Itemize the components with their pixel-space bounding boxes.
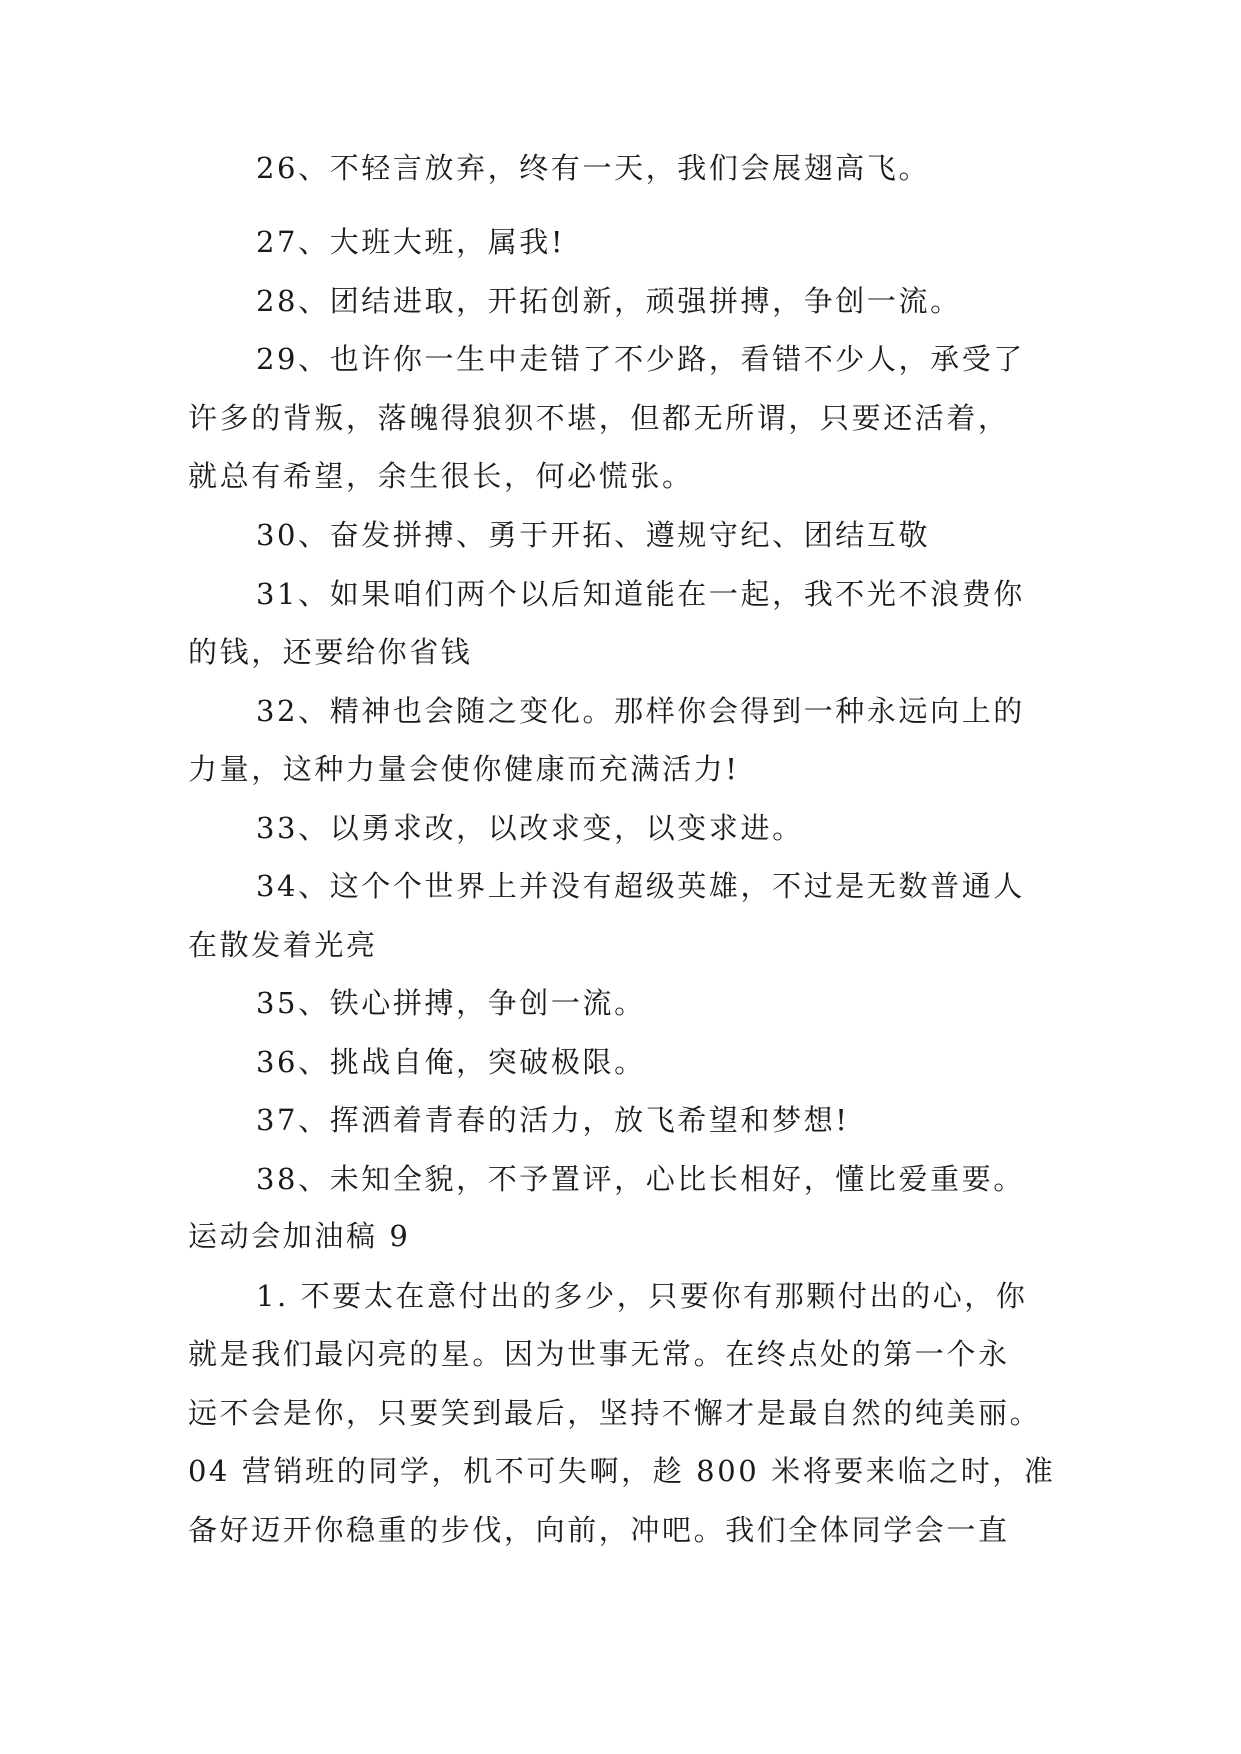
text-line: 远不会是你，只要笑到最后，坚持不懈才是最自然的纯美丽。: [188, 1396, 1042, 1430]
text-line: 38、未知全貌，不予置评，心比长相好，懂比爱重要。: [256, 1162, 1025, 1196]
text-line: 力量，这种力量会使你健康而充满活力!: [188, 752, 740, 786]
text-line: 就是我们最闪亮的星。因为世事无常。在终点处的第一个永: [188, 1337, 1010, 1371]
text-line: 的钱，还要给你省钱: [188, 635, 473, 669]
text-line: 29、也许你一生中走错了不少路，看错不少人，承受了: [256, 342, 1025, 376]
text-line: 27、大班大班，属我!: [256, 225, 566, 259]
text-line: 36、挑战自俺，突破极限。: [256, 1045, 646, 1079]
text-line: 34、这个个世界上并没有超级英雄，不过是无数普通人: [256, 869, 1025, 903]
text-line: 备好迈开你稳重的步伐，向前，冲吧。我们全体同学会一直: [188, 1513, 1010, 1547]
text-line: 就总有希望，余生很长，何必慌张。: [188, 459, 694, 493]
text-line: 33、以勇求改，以改求变，以变求进。: [256, 811, 804, 845]
text-line: 32、精神也会随之变化。那样你会得到一种永远向上的: [256, 694, 1025, 728]
text-line: 28、团结进取，开拓创新，顽强拼搏，争创一流。: [256, 284, 962, 318]
text-line: 04 营销班的同学，机不可失啊，趁 800 米将要来临之时，准: [188, 1454, 1056, 1488]
text-line: 26、不轻言放弃，终有一天，我们会展翅高飞。: [256, 151, 931, 185]
text-line: 30、奋发拼搏、勇于开拓、遵规守纪、团结互敬: [256, 518, 931, 552]
text-line: 许多的背叛，落魄得狼狈不堪，但都无所谓，只要还活着，: [188, 401, 1010, 435]
text-line: 31、如果咱们两个以后知道能在一起，我不光不浪费你: [256, 577, 1025, 611]
text-line: 在散发着光亮: [188, 928, 378, 962]
text-line: 35、铁心拼搏，争创一流。: [256, 986, 646, 1020]
section-heading: 运动会加油稿 9: [188, 1219, 411, 1253]
text-line: 37、挥洒着青春的活力，放飞希望和梦想!: [256, 1103, 850, 1137]
text-line: 1. 不要太在意付出的多少，只要你有那颗付出的心，你: [256, 1279, 1028, 1313]
